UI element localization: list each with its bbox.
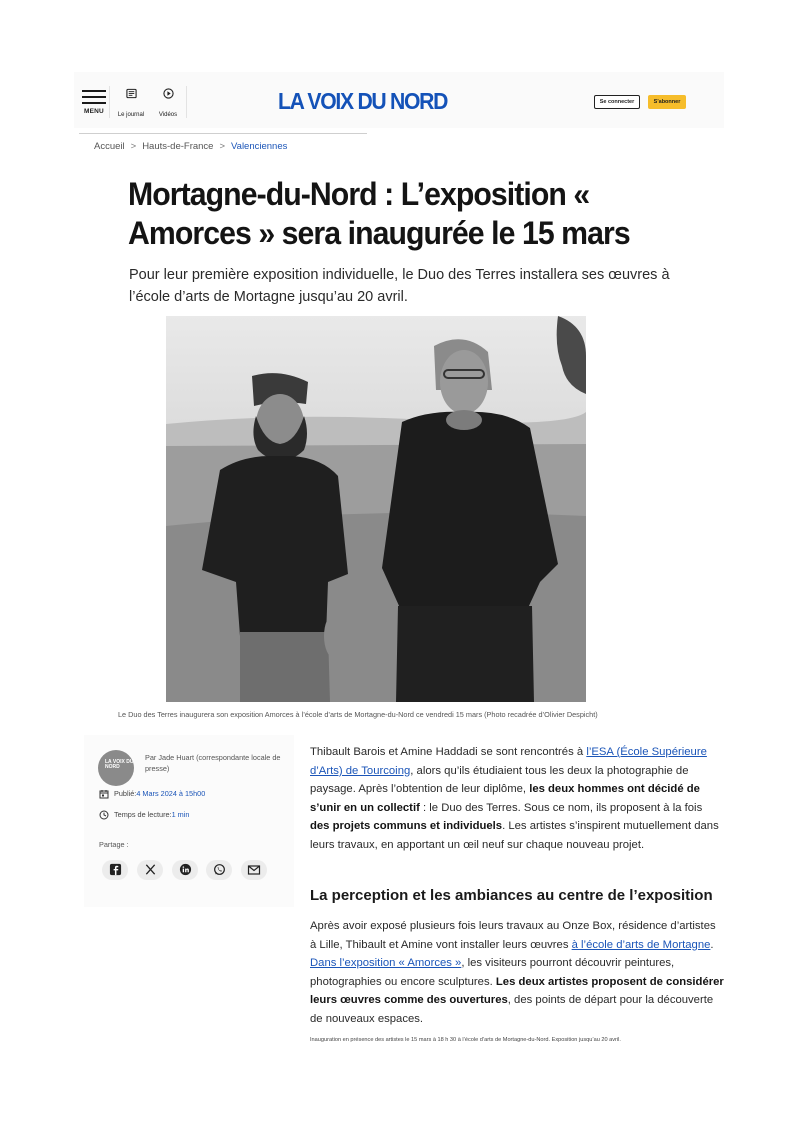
breadcrumb-home[interactable]: Accueil	[94, 141, 125, 152]
share-facebook-button[interactable]	[102, 860, 128, 880]
reading-time	[99, 810, 189, 820]
breadcrumb-region[interactable]: Hauts-de-France	[142, 141, 214, 152]
facebook-icon	[109, 863, 122, 876]
paragraph-text: : le Duo des Terres. Sous ce nom, ils proposent à la fois	[419, 801, 703, 814]
paragraph-text: , des points de départ pour la découverte de nouveaux espaces.	[310, 994, 714, 1025]
share-label: Partage :	[99, 840, 129, 849]
breadcrumb-city[interactable]: Valenciennes	[231, 141, 288, 152]
journal-link[interactable]	[114, 88, 148, 121]
share-whatsapp-button[interactable]	[206, 860, 232, 880]
videos-label: Vidéos	[158, 112, 178, 118]
breadcrumb	[94, 141, 287, 152]
email-icon	[247, 863, 261, 876]
published-label: Publié:	[114, 789, 137, 798]
paragraph-text: , les visiteurs pourront découvrir peintures, photographies ou encore sculptures.	[310, 957, 675, 988]
esa-link[interactable]: l’ESA (École Supérieure d’Arts) de Tourcoing	[310, 746, 707, 777]
article-title: Mortagne-du-Nord : L’exposition « Amorces » sera inaugurée le 15 mars	[128, 176, 630, 251]
breadcrumb-separator: >	[219, 141, 226, 152]
header-underline	[79, 133, 367, 134]
calendar-icon	[99, 789, 109, 799]
paragraph-text: , alors qu’ils étudiaient tous les deux la photographie de paysage. Après l’obtention de leur diplôme,	[310, 764, 689, 796]
reading-value: 1 min	[171, 810, 190, 819]
author-avatar: LA VOIX DU NORD	[98, 750, 134, 786]
author-line: Par Jade Huart (correspondante locale de presse)	[145, 753, 281, 773]
section-heading: La perception et les ambiances au centre de l’exposition	[310, 887, 713, 904]
article-footnote: Inauguration en présence des artistes le 15 mars à 18 h 30 à l’école d’arts de Mortagne-du-Nord. Exposition jusqu’au 20 avril.	[310, 1037, 621, 1043]
clock-icon	[99, 810, 109, 820]
paragraph-bold-text: les deux hommes ont décidé de s’unir en un collectif	[310, 783, 700, 814]
paragraph-text: Après avoir exposé plusieurs fois leurs travaux au Onze Box, résidence d’artistes à Lille, Thibault et Amine vont installer leurs œuvres	[310, 920, 716, 951]
newspaper-icon	[126, 88, 137, 99]
menu-label: MENU	[84, 108, 104, 115]
login-button[interactable]: Se connecter	[594, 95, 640, 109]
ecole-arts-link[interactable]: à l’école d’arts de Mortagne	[571, 938, 711, 951]
article-paragraph-2	[310, 917, 724, 1029]
article-photo	[166, 316, 586, 702]
photo-caption: Le Duo des Terres inaugurera son exposition Amorces à l’école d’arts de Mortagne-du-Nord ce vendredi 15 mars (Photo recadrée d’Olivier Despicht)	[118, 710, 598, 719]
share-email-button[interactable]	[241, 860, 267, 880]
header-divider	[109, 86, 110, 118]
journal-label: Le journal	[117, 112, 145, 118]
share-x-button[interactable]	[137, 860, 163, 880]
exposition-link[interactable]: Dans l’exposition « Amorces »	[310, 957, 462, 970]
paragraph-text: Thibault Barois et Amine Haddadi se sont rencontrés à	[310, 746, 587, 758]
whatsapp-icon	[213, 863, 226, 876]
share-linkedin-button[interactable]	[172, 860, 198, 880]
article-paragraph-1	[310, 743, 724, 855]
hamburger-icon	[82, 90, 106, 104]
paragraph-bold-text: Les deux artistes proposent de considérer leurs œuvres comme des ouvertures	[310, 975, 724, 1007]
linkedin-icon	[179, 863, 192, 876]
reading-label: Temps de lecture:	[114, 810, 172, 819]
videos-link[interactable]	[154, 88, 182, 121]
published-date	[99, 789, 205, 799]
menu-button[interactable]	[82, 90, 106, 115]
paragraph-text: .	[710, 938, 714, 951]
x-icon	[144, 863, 157, 876]
site-logo[interactable]: LA VOIX DU NORD	[278, 88, 448, 114]
paragraph-bold-text: des projets communs et individuels	[310, 820, 503, 833]
play-icon	[163, 88, 174, 99]
subscribe-button[interactable]: S'abonner	[648, 95, 686, 109]
breadcrumb-separator: >	[130, 141, 137, 152]
paragraph-text: . Les artistes s’inspirent mutuellement dans leurs travaux, en apportant un œil neuf sur chaque nouveau projet.	[310, 820, 719, 851]
header-divider	[186, 86, 187, 118]
article-lead: Pour leur première exposition individuelle, le Duo des Terres installera ses œuvres à l’école d’arts de Mortagne jusqu’au 20 avril.	[129, 267, 670, 305]
published-value: 4 Mars 2024 à 15h00	[136, 789, 206, 798]
